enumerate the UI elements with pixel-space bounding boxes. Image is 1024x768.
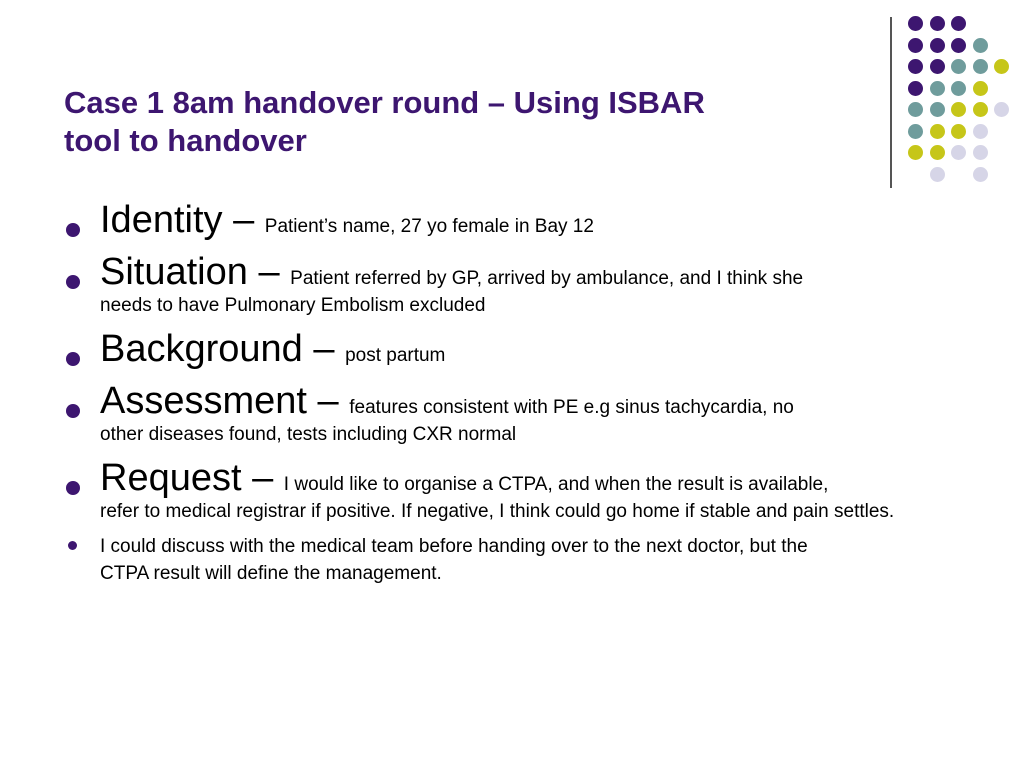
- bullet-situation: [64, 250, 969, 319]
- bullet-heading: Situation –: [100, 251, 291, 293]
- bullet-continuation: needs to have Pulmonary Embolism excluded: [100, 295, 486, 316]
- slide-title: [64, 84, 824, 160]
- decorative-dot: [930, 81, 945, 96]
- bullet-continuation: other diseases found, tests including CXR normal: [100, 424, 517, 445]
- bullet-heading: Request –: [100, 457, 284, 499]
- bullet-detail: post partum: [345, 345, 446, 366]
- bullet-dot-icon: [66, 223, 80, 237]
- bullet-note: [64, 533, 969, 587]
- decorative-dot: [908, 16, 923, 31]
- decorative-dot: [973, 81, 988, 96]
- decorative-dot: [908, 38, 923, 53]
- decorative-dot: [951, 59, 966, 74]
- decorative-dot: [994, 59, 1009, 74]
- bullet-list: [64, 198, 969, 595]
- bullet-dot-icon: [66, 404, 80, 418]
- decorative-dot: [973, 38, 988, 53]
- decorative-dot: [951, 102, 966, 117]
- decorative-dot: [973, 102, 988, 117]
- bullet-dot-icon: [66, 352, 80, 366]
- decorative-dot: [951, 16, 966, 31]
- decorative-dot: [908, 145, 923, 160]
- bullet-continuation: refer to medical registrar if positive. If negative, I think could go home if stable and pain settles.: [100, 501, 895, 522]
- decorative-dot: [930, 145, 945, 160]
- bullet-heading: Identity –: [100, 199, 265, 241]
- decorative-dot: [951, 81, 966, 96]
- decorative-dot: [930, 167, 945, 182]
- bullet-detail: features consistent with PE e.g sinus tachycardia, no: [349, 397, 794, 418]
- decorative-dot: [908, 59, 923, 74]
- bullet-request: [64, 456, 969, 525]
- decorative-dot: [908, 124, 923, 139]
- note-line-1: I could discuss with the medical team before handing over to the next doctor, but the: [100, 536, 808, 557]
- bullet-dot-icon: [66, 481, 80, 495]
- decorative-dot: [930, 59, 945, 74]
- bullet-detail: Patient referred by GP, arrived by ambulance, and I think she: [290, 268, 804, 289]
- decorative-dot: [951, 124, 966, 139]
- decorative-dot: [951, 38, 966, 53]
- bullet-detail: I would like to organise a CTPA, and when the result is available,: [283, 474, 829, 495]
- decorative-dot: [908, 81, 923, 96]
- decorative-dot: [930, 16, 945, 31]
- bullet-background: [64, 327, 969, 371]
- decorative-dot: [930, 124, 945, 139]
- bullet-detail: Patient’s name, 27 yo female in Bay 12: [264, 216, 594, 237]
- decorative-dot: [930, 38, 945, 53]
- decorative-dot: [973, 59, 988, 74]
- bullet-assessment: [64, 379, 969, 448]
- title-divider: [890, 17, 892, 188]
- decorative-dot: [908, 102, 923, 117]
- bullet-heading: Assessment –: [100, 380, 350, 422]
- note-line-2: CTPA result will define the management.: [100, 563, 442, 584]
- bullet-heading: Background –: [100, 328, 346, 370]
- decorative-dot: [973, 124, 988, 139]
- title-line-1: Case 1 8am handover round – Using ISBAR: [64, 85, 705, 120]
- bullet-dot-icon: [68, 541, 77, 550]
- decorative-dot: [930, 102, 945, 117]
- title-line-2: tool to handover: [64, 123, 307, 158]
- bullet-dot-icon: [66, 275, 80, 289]
- bullet-identity: [64, 198, 969, 242]
- decorative-dot: [973, 145, 988, 160]
- decorative-dot: [973, 167, 988, 182]
- decorative-dot: [994, 102, 1009, 117]
- decorative-dot: [951, 145, 966, 160]
